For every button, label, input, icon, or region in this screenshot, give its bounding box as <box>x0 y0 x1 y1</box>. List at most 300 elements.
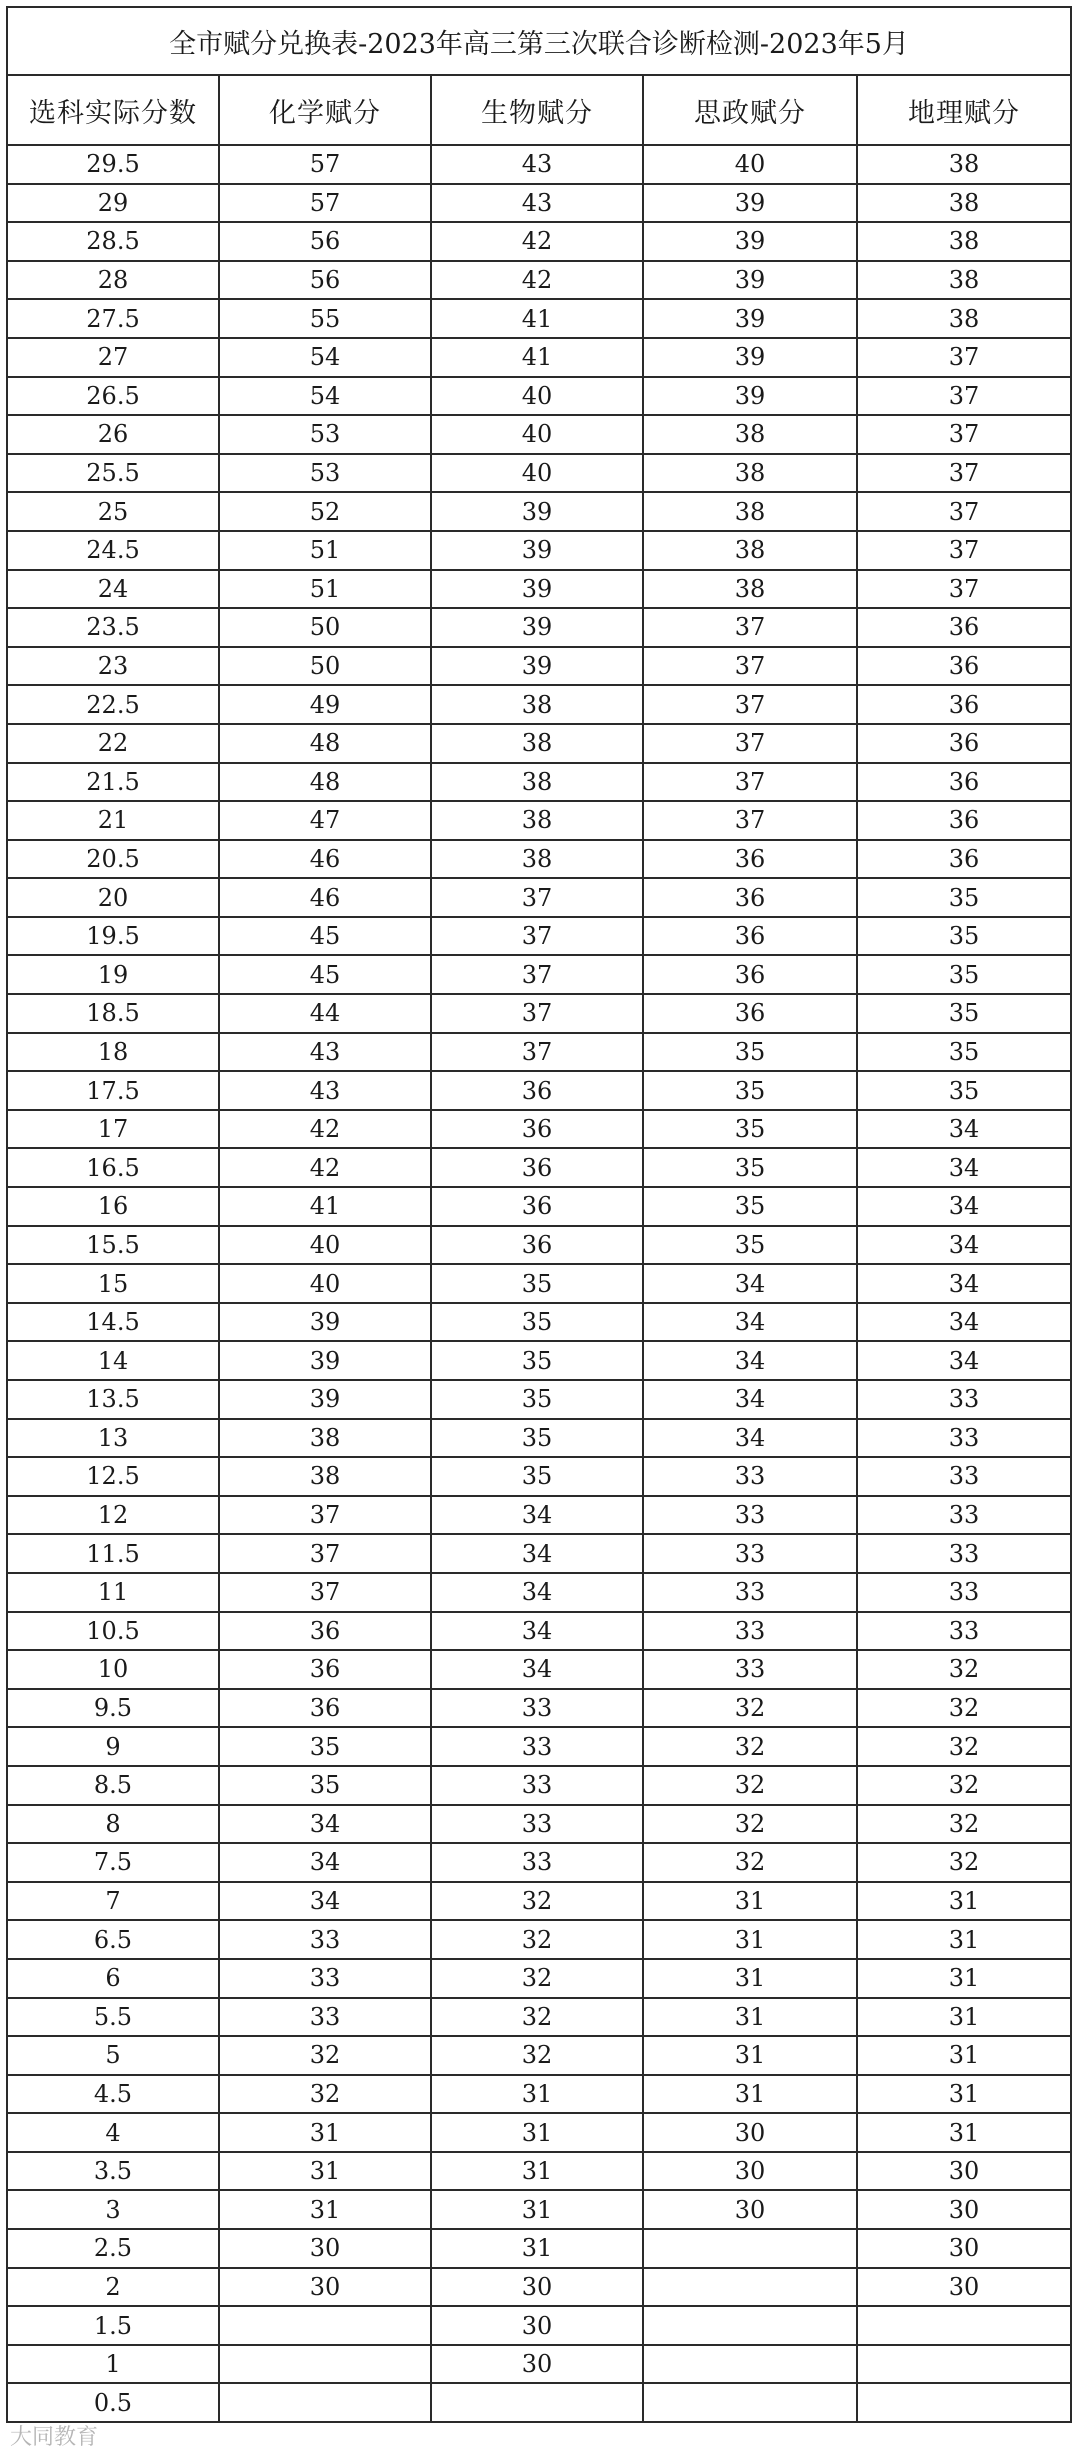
cell-chemistry: 39 <box>219 1303 431 1342</box>
cell-geography: 36 <box>857 724 1071 763</box>
cell-politics: 37 <box>643 608 857 647</box>
cell-politics: 38 <box>643 570 857 609</box>
cell-politics <box>643 2268 857 2307</box>
cell-geography: 33 <box>857 1457 1071 1496</box>
cell-geography: 30 <box>857 2152 1071 2191</box>
cell-actual-score: 0.5 <box>7 2383 219 2422</box>
table-row <box>7 1843 1071 1882</box>
cell-chemistry: 33 <box>219 1998 431 2037</box>
cell-chemistry <box>219 2345 431 2384</box>
table-row <box>7 2113 1071 2152</box>
cell-actual-score: 5.5 <box>7 1998 219 2037</box>
cell-geography: 36 <box>857 685 1071 724</box>
table-row <box>7 338 1071 377</box>
cell-actual-score: 21.5 <box>7 763 219 802</box>
cell-geography: 31 <box>857 1998 1071 2037</box>
cell-politics: 39 <box>643 377 857 416</box>
cell-politics: 37 <box>643 685 857 724</box>
table-row <box>7 1766 1071 1805</box>
table-row <box>7 2036 1071 2075</box>
cell-chemistry: 36 <box>219 1612 431 1651</box>
cell-chemistry: 50 <box>219 647 431 686</box>
cell-politics: 30 <box>643 2113 857 2152</box>
cell-actual-score: 19 <box>7 955 219 994</box>
cell-geography: 35 <box>857 1071 1071 1110</box>
table-row <box>7 570 1071 609</box>
cell-biology: 35 <box>431 1341 643 1380</box>
cell-politics: 37 <box>643 724 857 763</box>
cell-actual-score: 10.5 <box>7 1612 219 1651</box>
cell-geography: 34 <box>857 1303 1071 1342</box>
cell-actual-score: 26.5 <box>7 377 219 416</box>
cell-politics: 37 <box>643 763 857 802</box>
cell-actual-score: 10 <box>7 1650 219 1689</box>
table-row <box>7 222 1071 261</box>
cell-politics: 39 <box>643 299 857 338</box>
cell-actual-score: 11.5 <box>7 1534 219 1573</box>
cell-chemistry: 34 <box>219 1843 431 1882</box>
cell-actual-score: 2.5 <box>7 2229 219 2268</box>
watermark-text: 大同教育 <box>10 2425 99 2450</box>
cell-biology: 32 <box>431 1920 643 1959</box>
title-row <box>7 7 1071 75</box>
cell-chemistry: 43 <box>219 1071 431 1110</box>
cell-politics: 40 <box>643 145 857 184</box>
cell-geography: 38 <box>857 299 1071 338</box>
cell-geography: 33 <box>857 1612 1071 1651</box>
cell-politics: 32 <box>643 1689 857 1728</box>
table-row <box>7 1457 1071 1496</box>
cell-biology: 38 <box>431 763 643 802</box>
cell-geography: 37 <box>857 570 1071 609</box>
cell-politics: 32 <box>643 1766 857 1805</box>
cell-biology: 33 <box>431 1766 643 1805</box>
cell-biology: 36 <box>431 1226 643 1265</box>
table-row <box>7 454 1071 493</box>
table-row <box>7 2383 1071 2422</box>
cell-chemistry: 34 <box>219 1882 431 1921</box>
cell-biology: 38 <box>431 685 643 724</box>
cell-politics: 33 <box>643 1534 857 1573</box>
cell-actual-score: 28 <box>7 261 219 300</box>
cell-chemistry: 37 <box>219 1573 431 1612</box>
cell-geography: 38 <box>857 145 1071 184</box>
table-row <box>7 1226 1071 1265</box>
cell-actual-score: 22.5 <box>7 685 219 724</box>
table-row <box>7 2229 1071 2268</box>
cell-biology: 31 <box>431 2190 643 2229</box>
cell-actual-score: 24 <box>7 570 219 609</box>
table-row <box>7 1148 1071 1187</box>
cell-geography: 30 <box>857 2268 1071 2307</box>
table-row <box>7 1689 1071 1728</box>
cell-actual-score: 15 <box>7 1264 219 1303</box>
cell-politics: 36 <box>643 917 857 956</box>
cell-chemistry: 34 <box>219 1805 431 1844</box>
cell-actual-score: 3 <box>7 2190 219 2229</box>
table-row <box>7 724 1071 763</box>
cell-politics: 34 <box>643 1341 857 1380</box>
cell-biology: 31 <box>431 2113 643 2152</box>
cell-biology: 39 <box>431 570 643 609</box>
table-row <box>7 492 1071 531</box>
cell-actual-score: 11 <box>7 1573 219 1612</box>
cell-chemistry: 30 <box>219 2229 431 2268</box>
cell-biology: 35 <box>431 1380 643 1419</box>
cell-politics: 31 <box>643 1920 857 1959</box>
cell-chemistry: 43 <box>219 1033 431 1072</box>
cell-chemistry: 54 <box>219 377 431 416</box>
cell-actual-score: 21 <box>7 801 219 840</box>
cell-chemistry: 47 <box>219 801 431 840</box>
cell-chemistry: 52 <box>219 492 431 531</box>
cell-chemistry: 51 <box>219 570 431 609</box>
cell-chemistry: 49 <box>219 685 431 724</box>
cell-biology: 38 <box>431 840 643 879</box>
cell-actual-score: 2 <box>7 2268 219 2307</box>
cell-politics: 33 <box>643 1612 857 1651</box>
cell-biology: 37 <box>431 1033 643 1072</box>
cell-chemistry: 46 <box>219 840 431 879</box>
cell-politics <box>643 2345 857 2384</box>
header-politics: 思政赋分 <box>643 75 857 145</box>
cell-actual-score: 7.5 <box>7 1843 219 1882</box>
cell-chemistry: 37 <box>219 1496 431 1535</box>
cell-geography <box>857 2306 1071 2345</box>
table-row <box>7 1187 1071 1226</box>
table-row <box>7 1071 1071 1110</box>
cell-biology: 36 <box>431 1110 643 1149</box>
cell-politics: 38 <box>643 531 857 570</box>
cell-politics: 36 <box>643 878 857 917</box>
cell-actual-score: 17.5 <box>7 1071 219 1110</box>
cell-chemistry: 48 <box>219 763 431 802</box>
table-row <box>7 2306 1071 2345</box>
cell-biology: 43 <box>431 184 643 223</box>
cell-geography: 38 <box>857 184 1071 223</box>
cell-chemistry: 38 <box>219 1457 431 1496</box>
cell-politics: 38 <box>643 415 857 454</box>
table-row <box>7 1882 1071 1921</box>
table-row <box>7 531 1071 570</box>
cell-politics: 30 <box>643 2190 857 2229</box>
cell-biology: 35 <box>431 1303 643 1342</box>
cell-biology: 34 <box>431 1496 643 1535</box>
cell-politics: 37 <box>643 801 857 840</box>
cell-geography: 34 <box>857 1187 1071 1226</box>
cell-biology: 39 <box>431 647 643 686</box>
cell-chemistry: 36 <box>219 1650 431 1689</box>
cell-actual-score: 4.5 <box>7 2075 219 2114</box>
cell-biology: 33 <box>431 1727 643 1766</box>
cell-chemistry: 42 <box>219 1148 431 1187</box>
cell-actual-score: 16.5 <box>7 1148 219 1187</box>
cell-chemistry: 32 <box>219 2036 431 2075</box>
cell-geography: 36 <box>857 608 1071 647</box>
table-row <box>7 685 1071 724</box>
cell-politics: 33 <box>643 1573 857 1612</box>
cell-geography: 34 <box>857 1226 1071 1265</box>
table-row <box>7 917 1071 956</box>
cell-actual-score: 9 <box>7 1727 219 1766</box>
cell-actual-score: 22 <box>7 724 219 763</box>
cell-actual-score: 23 <box>7 647 219 686</box>
cell-geography: 32 <box>857 1727 1071 1766</box>
cell-actual-score: 29.5 <box>7 145 219 184</box>
cell-biology: 42 <box>431 261 643 300</box>
table-row <box>7 955 1071 994</box>
cell-chemistry: 40 <box>219 1226 431 1265</box>
cell-geography: 38 <box>857 261 1071 300</box>
cell-actual-score: 25 <box>7 492 219 531</box>
cell-chemistry: 39 <box>219 1380 431 1419</box>
header-actual-score: 选科实际分数 <box>7 75 219 145</box>
cell-geography: 30 <box>857 2190 1071 2229</box>
table-row <box>7 1110 1071 1149</box>
table-row <box>7 1612 1071 1651</box>
cell-geography: 33 <box>857 1573 1071 1612</box>
cell-chemistry: 32 <box>219 2075 431 2114</box>
cell-actual-score: 29 <box>7 184 219 223</box>
cell-politics: 33 <box>643 1457 857 1496</box>
cell-biology: 33 <box>431 1689 643 1728</box>
cell-biology: 37 <box>431 955 643 994</box>
cell-chemistry: 38 <box>219 1419 431 1458</box>
score-conversion-table <box>6 6 1072 2423</box>
table-row <box>7 415 1071 454</box>
cell-actual-score: 12 <box>7 1496 219 1535</box>
table-row <box>7 377 1071 416</box>
cell-biology: 40 <box>431 377 643 416</box>
cell-chemistry: 57 <box>219 145 431 184</box>
cell-biology: 31 <box>431 2075 643 2114</box>
table-row <box>7 763 1071 802</box>
cell-biology: 35 <box>431 1264 643 1303</box>
cell-politics: 34 <box>643 1264 857 1303</box>
cell-chemistry: 55 <box>219 299 431 338</box>
cell-biology: 37 <box>431 994 643 1033</box>
table-row <box>7 1264 1071 1303</box>
cell-politics: 39 <box>643 261 857 300</box>
cell-chemistry: 45 <box>219 917 431 956</box>
cell-geography: 36 <box>857 647 1071 686</box>
cell-politics: 33 <box>643 1650 857 1689</box>
cell-actual-score: 6 <box>7 1959 219 1998</box>
cell-politics: 39 <box>643 222 857 261</box>
cell-chemistry: 53 <box>219 454 431 493</box>
cell-chemistry: 31 <box>219 2190 431 2229</box>
table-title: 全市赋分兑换表-2023年高三第三次联合诊断检测-2023年5月 <box>7 7 1071 75</box>
cell-biology: 35 <box>431 1419 643 1458</box>
cell-geography: 32 <box>857 1766 1071 1805</box>
header-row <box>7 75 1071 145</box>
cell-biology: 38 <box>431 801 643 840</box>
cell-biology: 32 <box>431 2036 643 2075</box>
cell-biology: 32 <box>431 1959 643 1998</box>
cell-geography: 34 <box>857 1341 1071 1380</box>
cell-politics: 32 <box>643 1727 857 1766</box>
cell-geography: 32 <box>857 1843 1071 1882</box>
cell-actual-score: 4 <box>7 2113 219 2152</box>
cell-biology: 34 <box>431 1573 643 1612</box>
cell-politics <box>643 2306 857 2345</box>
cell-biology: 39 <box>431 531 643 570</box>
cell-geography: 37 <box>857 531 1071 570</box>
cell-geography: 34 <box>857 1148 1071 1187</box>
cell-biology: 31 <box>431 2229 643 2268</box>
table-row <box>7 1959 1071 1998</box>
cell-geography: 31 <box>857 1959 1071 1998</box>
header-biology: 生物赋分 <box>431 75 643 145</box>
cell-politics: 32 <box>643 1843 857 1882</box>
cell-geography: 31 <box>857 2036 1071 2075</box>
cell-chemistry: 40 <box>219 1264 431 1303</box>
cell-biology <box>431 2383 643 2422</box>
cell-chemistry: 30 <box>219 2268 431 2307</box>
cell-actual-score: 26 <box>7 415 219 454</box>
cell-biology: 41 <box>431 299 643 338</box>
cell-chemistry: 56 <box>219 261 431 300</box>
table-row <box>7 2268 1071 2307</box>
cell-biology: 32 <box>431 1882 643 1921</box>
cell-chemistry <box>219 2306 431 2345</box>
header-geography: 地理赋分 <box>857 75 1071 145</box>
cell-politics: 35 <box>643 1033 857 1072</box>
table-row <box>7 1573 1071 1612</box>
cell-chemistry: 57 <box>219 184 431 223</box>
cell-geography: 36 <box>857 763 1071 802</box>
table-row <box>7 840 1071 879</box>
cell-chemistry: 36 <box>219 1689 431 1728</box>
cell-biology: 36 <box>431 1187 643 1226</box>
cell-actual-score: 15.5 <box>7 1226 219 1265</box>
cell-actual-score: 27.5 <box>7 299 219 338</box>
cell-biology: 38 <box>431 724 643 763</box>
cell-biology: 30 <box>431 2306 643 2345</box>
table-row <box>7 1920 1071 1959</box>
cell-geography: 34 <box>857 1110 1071 1149</box>
cell-politics: 39 <box>643 338 857 377</box>
cell-biology: 36 <box>431 1148 643 1187</box>
cell-politics: 35 <box>643 1148 857 1187</box>
cell-actual-score: 6.5 <box>7 1920 219 1959</box>
cell-geography: 36 <box>857 840 1071 879</box>
cell-geography: 32 <box>857 1805 1071 1844</box>
table-row <box>7 1650 1071 1689</box>
cell-geography: 37 <box>857 338 1071 377</box>
cell-geography: 35 <box>857 917 1071 956</box>
cell-chemistry <box>219 2383 431 2422</box>
cell-geography <box>857 2345 1071 2384</box>
cell-politics: 35 <box>643 1187 857 1226</box>
cell-actual-score: 19.5 <box>7 917 219 956</box>
cell-geography <box>857 2383 1071 2422</box>
cell-biology: 33 <box>431 1843 643 1882</box>
cell-geography: 31 <box>857 2075 1071 2114</box>
table-row <box>7 1805 1071 1844</box>
cell-biology: 35 <box>431 1457 643 1496</box>
cell-geography: 35 <box>857 955 1071 994</box>
conversion-sheet <box>6 6 1070 2423</box>
cell-chemistry: 33 <box>219 1920 431 1959</box>
table-row <box>7 145 1071 184</box>
table-row <box>7 1419 1071 1458</box>
cell-chemistry: 39 <box>219 1341 431 1380</box>
cell-chemistry: 31 <box>219 2113 431 2152</box>
cell-geography: 32 <box>857 1689 1071 1728</box>
cell-geography: 37 <box>857 377 1071 416</box>
cell-biology: 39 <box>431 492 643 531</box>
cell-geography: 35 <box>857 994 1071 1033</box>
cell-geography: 34 <box>857 1264 1071 1303</box>
table-row <box>7 1303 1071 1342</box>
table-row <box>7 2075 1071 2114</box>
cell-actual-score: 25.5 <box>7 454 219 493</box>
cell-geography: 37 <box>857 415 1071 454</box>
cell-geography: 31 <box>857 1882 1071 1921</box>
cell-actual-score: 23.5 <box>7 608 219 647</box>
table-row <box>7 1727 1071 1766</box>
cell-geography: 31 <box>857 1920 1071 1959</box>
cell-biology: 33 <box>431 1805 643 1844</box>
table-row <box>7 2190 1071 2229</box>
cell-politics <box>643 2229 857 2268</box>
cell-geography: 33 <box>857 1496 1071 1535</box>
table-row <box>7 801 1071 840</box>
cell-actual-score: 8 <box>7 1805 219 1844</box>
table-row <box>7 994 1071 1033</box>
cell-actual-score: 3.5 <box>7 2152 219 2191</box>
cell-politics <box>643 2383 857 2422</box>
table-row <box>7 299 1071 338</box>
table-row <box>7 1380 1071 1419</box>
cell-politics: 31 <box>643 2075 857 2114</box>
cell-actual-score: 1.5 <box>7 2306 219 2345</box>
cell-geography: 31 <box>857 2113 1071 2152</box>
cell-actual-score: 24.5 <box>7 531 219 570</box>
table-row <box>7 1341 1071 1380</box>
cell-chemistry: 31 <box>219 2152 431 2191</box>
cell-geography: 36 <box>857 801 1071 840</box>
cell-biology: 43 <box>431 145 643 184</box>
cell-biology: 34 <box>431 1534 643 1573</box>
cell-politics: 35 <box>643 1226 857 1265</box>
cell-chemistry: 35 <box>219 1727 431 1766</box>
cell-actual-score: 17 <box>7 1110 219 1149</box>
cell-actual-score: 18.5 <box>7 994 219 1033</box>
cell-biology: 30 <box>431 2345 643 2384</box>
cell-geography: 30 <box>857 2229 1071 2268</box>
cell-politics: 37 <box>643 647 857 686</box>
cell-geography: 33 <box>857 1534 1071 1573</box>
table-row <box>7 647 1071 686</box>
cell-chemistry: 46 <box>219 878 431 917</box>
cell-politics: 31 <box>643 1998 857 2037</box>
cell-actual-score: 13.5 <box>7 1380 219 1419</box>
table-row <box>7 184 1071 223</box>
cell-biology: 37 <box>431 917 643 956</box>
cell-chemistry: 48 <box>219 724 431 763</box>
cell-actual-score: 5 <box>7 2036 219 2075</box>
cell-actual-score: 1 <box>7 2345 219 2384</box>
cell-biology: 37 <box>431 878 643 917</box>
cell-chemistry: 50 <box>219 608 431 647</box>
cell-actual-score: 8.5 <box>7 1766 219 1805</box>
cell-politics: 30 <box>643 2152 857 2191</box>
cell-actual-score: 13 <box>7 1419 219 1458</box>
cell-chemistry: 44 <box>219 994 431 1033</box>
cell-actual-score: 20 <box>7 878 219 917</box>
